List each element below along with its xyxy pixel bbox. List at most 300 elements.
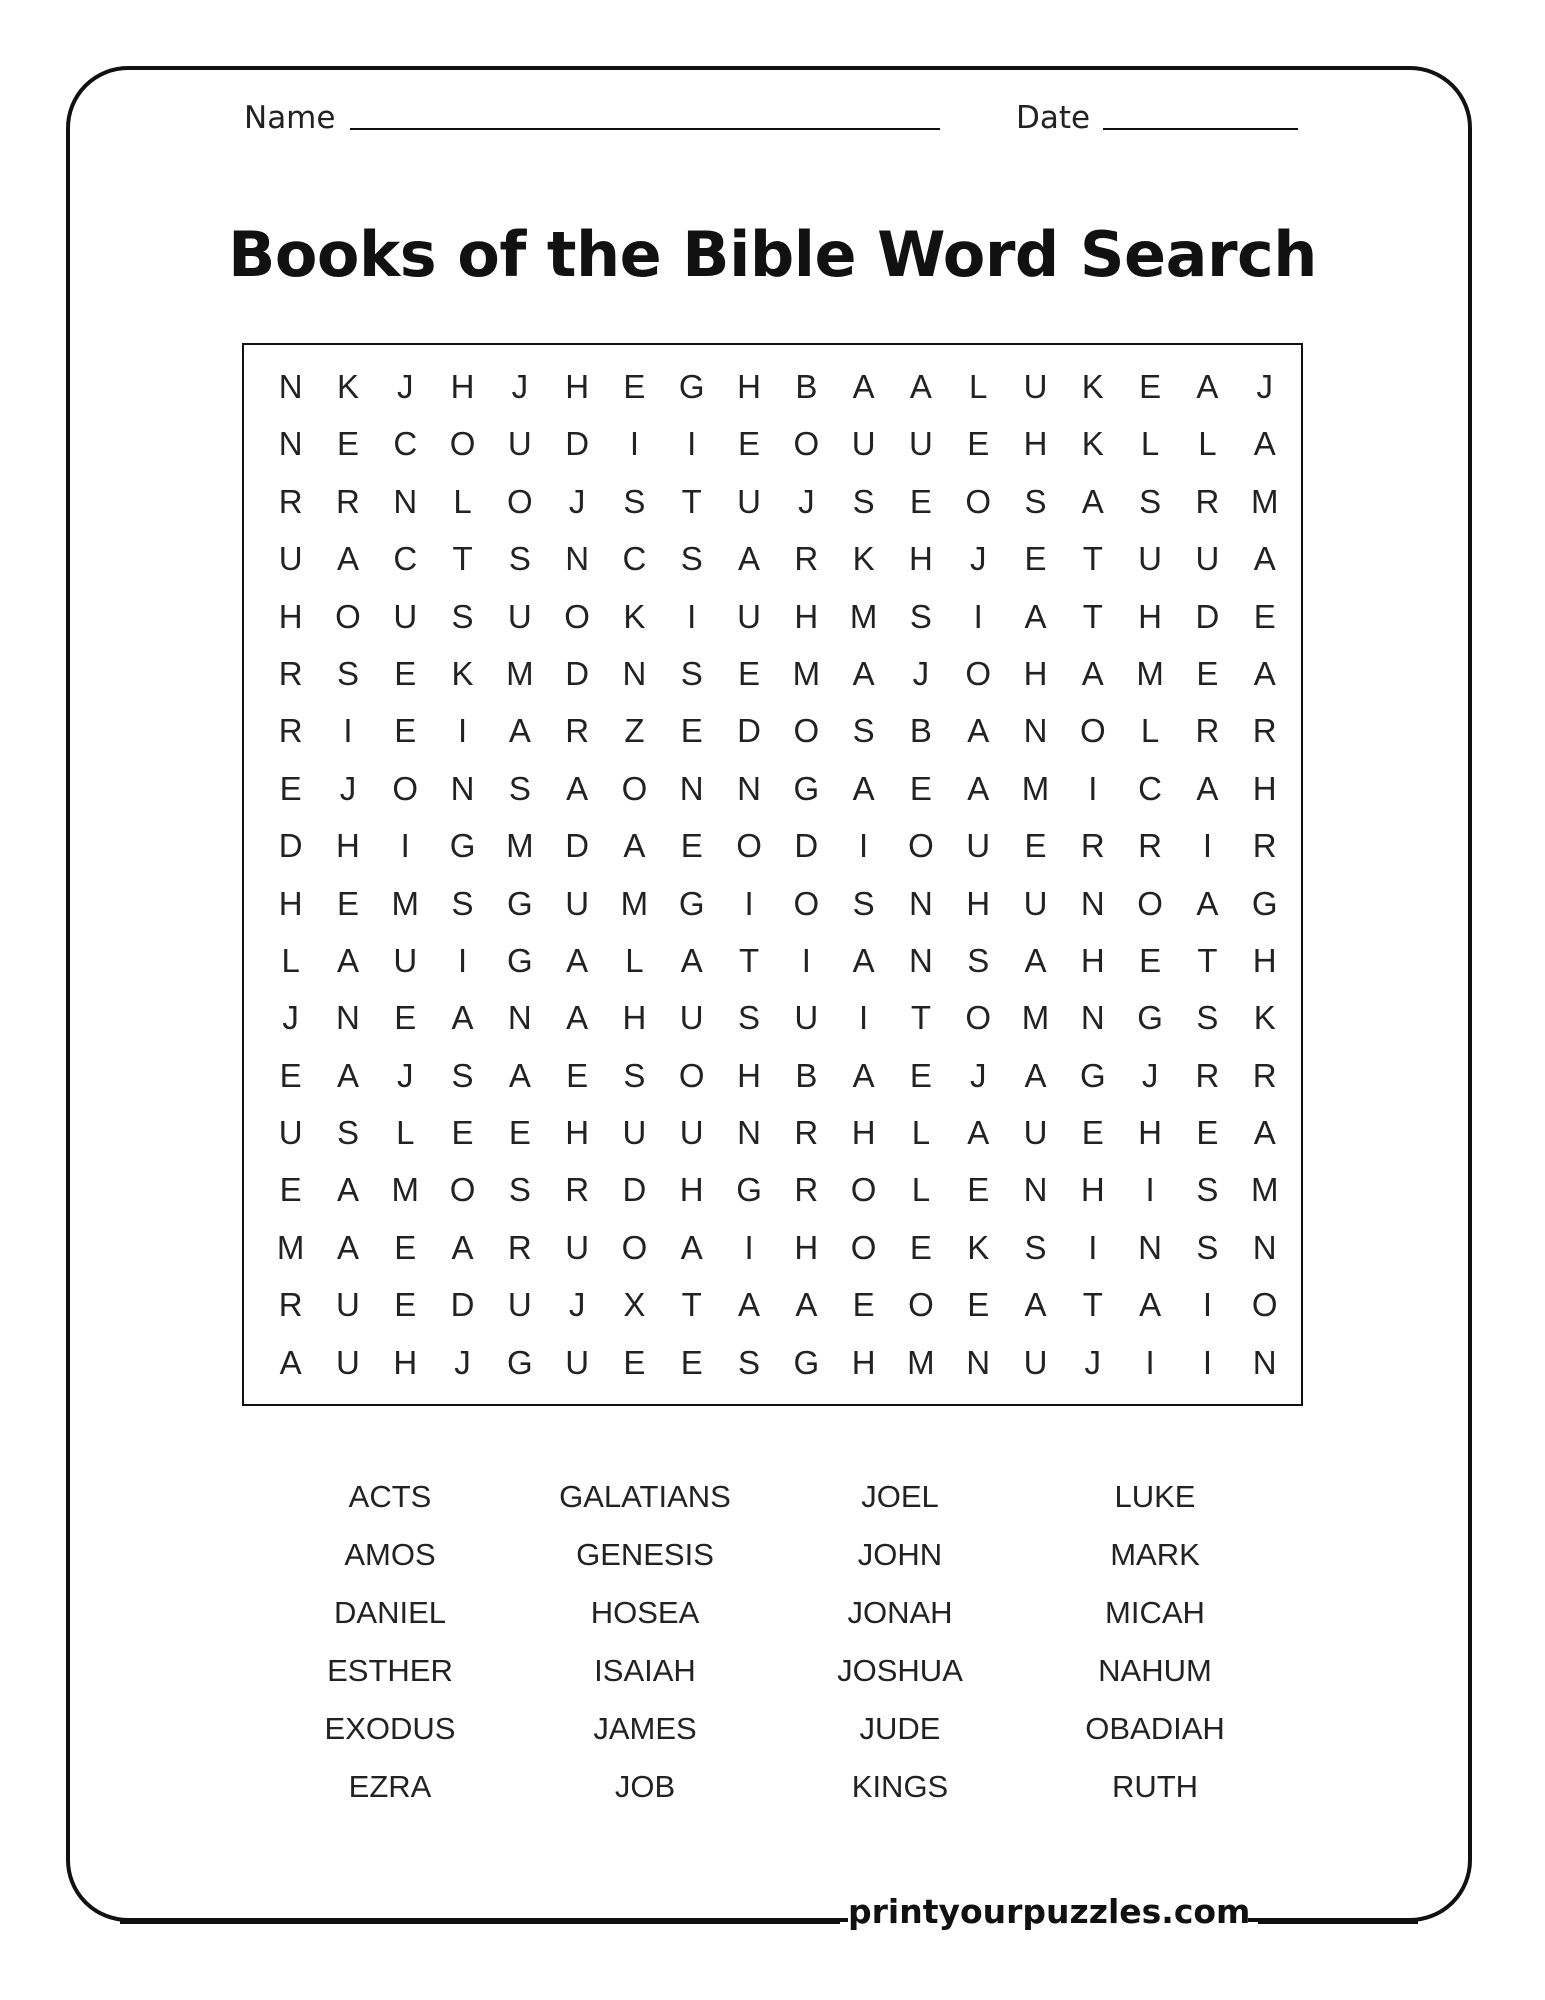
grid-cell[interactable]: E [1139,941,1162,979]
grid-cell[interactable]: O [850,1228,877,1266]
grid-cell[interactable]: A [909,368,932,405]
grid-cell[interactable]: R [1138,827,1163,865]
grid-cell[interactable]: E [909,1228,932,1266]
grid-cell[interactable]: H [622,999,647,1037]
grid-cell[interactable]: U [565,1343,590,1381]
grid-cell[interactable]: A [738,540,761,578]
grid-cell[interactable]: O [678,1056,705,1094]
grid-cell[interactable]: E [852,1286,875,1324]
grid-cell[interactable]: M [849,597,878,635]
grid-cell[interactable]: B [795,368,818,405]
grid-cell[interactable]: J [1141,1056,1159,1094]
grid-cell[interactable]: E [1081,1114,1104,1152]
grid-cell[interactable]: G [1079,1056,1106,1094]
grid-cell[interactable]: E [967,1171,990,1209]
grid-cell[interactable]: J [339,769,357,807]
grid-cell[interactable]: D [565,425,590,463]
grid-cell[interactable]: A [623,827,646,865]
grid-cell[interactable]: H [1023,654,1048,692]
grid-cell[interactable]: R [336,482,360,520]
grid-cell[interactable]: E [909,1056,932,1094]
grid-cell[interactable]: S [967,941,990,979]
grid-cell[interactable]: J [396,1056,414,1094]
grid-cell[interactable]: U [1023,1343,1048,1381]
grid-cell[interactable]: E [680,1343,703,1381]
grid-cell[interactable]: G [507,941,533,979]
grid-cell[interactable]: L [396,1114,415,1152]
grid-cell[interactable]: E [680,712,703,750]
grid-cell[interactable]: E [1196,1114,1219,1152]
grid-cell[interactable]: M [1021,769,1050,807]
grid-cell[interactable]: H [794,597,819,635]
grid-cell[interactable]: R [1080,827,1105,865]
grid-cell[interactable]: K [1081,425,1104,463]
grid-cell[interactable]: N [507,999,532,1037]
grid-cell[interactable]: E [508,1114,531,1152]
grid-cell[interactable]: I [343,712,353,750]
grid-cell[interactable]: O [621,1228,648,1266]
grid-cell[interactable]: H [851,1343,876,1381]
grid-cell[interactable]: D [737,712,761,750]
grid-cell[interactable]: E [279,1056,302,1094]
grid-cell[interactable]: L [911,1171,931,1209]
grid-cell[interactable]: J [568,482,586,520]
grid-cell[interactable]: M [1250,482,1279,520]
grid-cell[interactable]: E [394,654,417,692]
grid-cell[interactable]: I [1088,1228,1098,1266]
grid-cell[interactable]: I [744,884,754,922]
grid-cell[interactable]: S [336,1114,359,1152]
grid-cell[interactable]: U [1023,884,1048,922]
grid-cell[interactable]: H [336,827,360,865]
grid-cell[interactable]: A [1024,1286,1047,1324]
grid-cell[interactable]: T [1082,1286,1103,1324]
grid-cell[interactable]: E [967,1286,990,1324]
grid-cell[interactable]: A [451,1228,474,1266]
grid-cell[interactable]: B [909,712,932,750]
grid-cell[interactable]: H [450,368,475,405]
grid-cell[interactable]: O [392,769,419,807]
grid-cell[interactable]: H [966,884,991,922]
grid-cell[interactable]: K [336,368,359,405]
grid-cell[interactable]: I [859,999,869,1037]
grid-cell[interactable]: U [737,482,761,520]
grid-cell[interactable]: N [1138,1228,1163,1266]
grid-cell[interactable]: D [565,654,590,692]
grid-cell[interactable]: A [1196,368,1219,405]
grid-cell[interactable]: D [794,827,819,865]
grid-cell[interactable]: S [1196,1171,1219,1209]
grid-cell[interactable]: L [1198,425,1217,463]
grid-cell[interactable]: U [737,597,761,635]
grid-cell[interactable]: N [1023,712,1048,750]
grid-cell[interactable]: H [393,1343,418,1381]
grid-cell[interactable]: U [278,1114,303,1152]
grid-cell[interactable]: G [678,368,705,405]
grid-cell[interactable]: S [680,540,703,578]
grid-cell[interactable]: R [565,1171,590,1209]
grid-cell[interactable]: U [1138,540,1163,578]
grid-cell[interactable]: U [622,1114,647,1152]
grid-cell[interactable]: E [394,999,417,1037]
grid-cell[interactable]: H [278,884,303,922]
grid-cell[interactable]: H [1080,1171,1105,1209]
grid-cell[interactable]: U [278,540,303,578]
grid-cell[interactable]: I [859,827,869,865]
grid-cell[interactable]: E [1253,597,1276,635]
grid-cell[interactable]: N [737,769,761,807]
grid-cell[interactable]: M [1021,999,1050,1037]
grid-cell[interactable]: A [852,654,875,692]
grid-cell[interactable]: M [1136,654,1164,692]
grid-cell[interactable]: C [1138,769,1163,807]
grid-cell[interactable]: S [1139,482,1162,520]
grid-cell[interactable]: T [1082,540,1103,578]
grid-cell[interactable]: G [736,1171,762,1209]
grid-cell[interactable]: A [1196,769,1219,807]
grid-cell[interactable]: U [393,597,418,635]
grid-cell[interactable]: A [967,769,990,807]
grid-cell[interactable]: T [681,1286,702,1324]
grid-cell[interactable]: G [793,769,820,807]
grid-cell[interactable]: K [1253,999,1276,1037]
grid-cell[interactable]: G [678,884,705,922]
grid-cell[interactable]: L [969,368,988,405]
grid-cell[interactable]: T [452,540,473,578]
grid-cell[interactable]: N [1252,1343,1277,1381]
grid-cell[interactable]: H [1023,425,1048,463]
grid-cell[interactable]: E [623,1343,646,1381]
grid-cell[interactable]: I [1202,827,1212,865]
grid-cell[interactable]: U [507,597,532,635]
grid-cell[interactable]: M [792,654,821,692]
grid-cell[interactable]: N [565,540,590,578]
grid-cell[interactable]: J [454,1343,471,1381]
grid-cell[interactable]: C [622,540,647,578]
grid-cell[interactable]: A [967,1114,990,1152]
grid-cell[interactable]: S [451,884,474,922]
grid-cell[interactable]: N [393,482,418,520]
grid-cell[interactable]: K [451,654,474,692]
grid-cell[interactable]: K [623,597,646,635]
grid-cell[interactable]: O [449,1171,476,1209]
grid-cell[interactable]: N [679,769,704,807]
grid-cell[interactable]: A [1024,597,1047,635]
grid-cell[interactable]: E [1024,540,1047,578]
date-field[interactable] [1103,128,1298,130]
grid-cell[interactable]: A [680,1228,703,1266]
grid-cell[interactable]: R [1252,827,1277,865]
grid-cell[interactable]: J [969,1056,987,1094]
grid-cell[interactable]: U [565,1228,590,1266]
grid-cell[interactable]: O [908,1286,934,1324]
grid-cell[interactable]: M [276,1228,305,1266]
grid-cell[interactable]: R [1252,1056,1277,1094]
grid-cell[interactable]: L [1140,425,1160,463]
grid-cell[interactable]: S [852,712,875,750]
grid-cell[interactable]: X [623,1286,646,1324]
grid-cell[interactable]: S [623,1056,646,1094]
grid-cell[interactable]: S [623,482,646,520]
grid-cell[interactable]: E [451,1114,474,1152]
grid-cell[interactable]: H [679,1171,704,1209]
grid-cell[interactable]: H [565,1114,590,1152]
grid-cell[interactable]: U [565,884,590,922]
grid-cell[interactable]: S [508,540,531,578]
grid-cell[interactable]: A [852,1056,875,1094]
grid-cell[interactable]: H [737,368,761,405]
grid-cell[interactable]: E [680,827,703,865]
grid-cell[interactable]: O [1137,884,1163,922]
grid-cell[interactable]: E [1139,368,1162,405]
grid-cell[interactable]: A [795,1286,818,1324]
grid-cell[interactable]: U [908,425,933,463]
grid-cell[interactable]: J [511,368,529,405]
grid-cell[interactable]: N [1080,884,1105,922]
grid-cell[interactable]: E [336,884,359,922]
grid-cell[interactable]: A [336,1171,359,1209]
grid-cell[interactable]: U [1023,368,1048,405]
grid-cell[interactable]: E [1196,654,1219,692]
grid-cell[interactable]: A [566,941,589,979]
grid-cell[interactable]: E [967,425,990,463]
grid-cell[interactable]: A [336,540,359,578]
grid-cell[interactable]: L [453,482,472,520]
grid-cell[interactable]: H [1252,769,1277,807]
grid-cell[interactable]: S [1196,1228,1219,1266]
grid-cell[interactable]: G [793,1343,820,1381]
grid-cell[interactable]: E [394,712,417,750]
grid-cell[interactable]: J [912,654,930,692]
grid-cell[interactable]: S [1024,482,1047,520]
grid-cell[interactable]: D [565,827,590,865]
grid-cell[interactable]: U [507,425,532,463]
grid-cell[interactable]: O [850,1171,877,1209]
grid-cell[interactable]: U [679,999,704,1037]
grid-cell[interactable]: A [1253,540,1276,578]
grid-cell[interactable]: H [1080,941,1105,979]
grid-cell[interactable]: U [1023,1114,1048,1152]
grid-cell[interactable]: I [687,425,697,463]
grid-cell[interactable]: N [966,1343,991,1381]
grid-cell[interactable]: M [391,1171,419,1209]
grid-cell[interactable]: J [396,368,414,405]
grid-cell[interactable]: K [852,540,875,578]
grid-cell[interactable]: I [1145,1171,1155,1209]
grid-cell[interactable]: A [967,712,990,750]
grid-cell[interactable]: L [1140,712,1160,750]
grid-cell[interactable]: D [450,1286,475,1324]
grid-cell[interactable]: R [278,482,303,520]
grid-cell[interactable]: O [793,712,820,750]
grid-cell[interactable]: T [681,482,702,520]
grid-cell[interactable]: A [1253,1114,1276,1152]
grid-cell[interactable]: A [852,941,875,979]
grid-cell[interactable]: O [793,425,820,463]
grid-cell[interactable]: A [566,769,589,807]
grid-cell[interactable]: H [794,1228,819,1266]
grid-cell[interactable]: C [393,540,418,578]
grid-cell[interactable]: H [278,597,303,635]
grid-cell[interactable]: E [394,1228,417,1266]
grid-cell[interactable]: H [908,540,933,578]
grid-cell[interactable]: I [400,827,410,865]
grid-cell[interactable]: A [738,1286,761,1324]
grid-cell[interactable]: H [851,1114,876,1152]
grid-cell[interactable]: J [1084,1343,1102,1381]
grid-cell[interactable]: E [336,425,359,463]
grid-cell[interactable]: Z [624,712,645,750]
grid-cell[interactable]: A [1253,425,1276,463]
grid-cell[interactable]: E [738,425,761,463]
grid-cell[interactable]: N [450,769,475,807]
grid-cell[interactable]: A [852,368,875,405]
grid-cell[interactable]: M [1250,1171,1279,1209]
grid-cell[interactable]: A [1196,884,1219,922]
grid-cell[interactable]: A [1081,482,1104,520]
grid-cell[interactable]: S [508,1171,531,1209]
grid-cell[interactable]: R [507,1228,532,1266]
grid-cell[interactable]: S [508,769,531,807]
grid-cell[interactable]: O [908,827,934,865]
grid-cell[interactable]: R [565,712,590,750]
grid-cell[interactable]: S [336,654,359,692]
grid-cell[interactable]: A [508,1056,531,1094]
grid-cell[interactable]: D [622,1171,647,1209]
grid-cell[interactable]: E [1024,827,1047,865]
grid-cell[interactable]: H [737,1056,761,1094]
grid-cell[interactable]: U [336,1286,360,1324]
grid-cell[interactable]: N [1080,999,1105,1037]
grid-cell[interactable]: U [393,941,418,979]
grid-cell[interactable]: E [279,1171,302,1209]
grid-cell[interactable]: S [738,999,761,1037]
grid-cell[interactable]: G [507,1343,533,1381]
grid-cell[interactable]: E [909,482,932,520]
grid-cell[interactable]: A [1139,1286,1162,1324]
grid-cell[interactable]: S [852,884,875,922]
grid-cell[interactable]: A [279,1343,302,1381]
grid-cell[interactable]: S [451,597,474,635]
grid-cell[interactable]: S [1196,999,1219,1037]
grid-cell[interactable]: L [911,1114,931,1152]
grid-cell[interactable]: D [278,827,303,865]
grid-cell[interactable]: N [1252,1228,1277,1266]
grid-cell[interactable]: B [795,1056,818,1094]
grid-cell[interactable]: S [451,1056,474,1094]
grid-cell[interactable]: D [1195,597,1220,635]
grid-cell[interactable]: R [794,1171,819,1209]
grid-cell[interactable]: L [281,941,300,979]
grid-cell[interactable]: M [907,1343,935,1381]
grid-cell[interactable]: O [621,769,648,807]
grid-cell[interactable]: I [1202,1286,1212,1324]
grid-cell[interactable]: J [969,540,987,578]
grid-cell[interactable]: H [1138,1114,1163,1152]
grid-cell[interactable]: I [973,597,983,635]
grid-cell[interactable]: K [1081,368,1104,405]
grid-cell[interactable]: O [335,597,361,635]
grid-cell[interactable]: A [451,999,474,1037]
grid-cell[interactable]: O [1251,1286,1278,1324]
grid-cell[interactable]: R [278,654,303,692]
grid-cell[interactable]: R [1252,712,1277,750]
grid-cell[interactable]: S [738,1343,761,1381]
grid-cell[interactable]: O [449,425,476,463]
grid-cell[interactable]: K [967,1228,990,1266]
grid-cell[interactable]: R [1195,1056,1220,1094]
grid-cell[interactable]: U [679,1114,704,1152]
grid-cell[interactable]: N [622,654,647,692]
grid-cell[interactable]: U [966,827,991,865]
grid-cell[interactable]: R [1195,482,1220,520]
grid-cell[interactable]: M [506,827,534,865]
grid-cell[interactable]: S [1024,1228,1047,1266]
grid-cell[interactable]: N [908,884,933,922]
grid-cell[interactable]: A [1253,654,1276,692]
grid-cell[interactable]: M [391,884,419,922]
grid-cell[interactable]: S [680,654,703,692]
grid-cell[interactable]: G [1137,999,1163,1037]
grid-cell[interactable]: O [965,654,992,692]
grid-cell[interactable]: G [507,884,533,922]
grid-cell[interactable]: E [623,368,646,405]
grid-cell[interactable]: U [1195,540,1220,578]
grid-cell[interactable]: R [278,712,303,750]
grid-cell[interactable]: E [909,769,932,807]
grid-cell[interactable]: L [625,941,644,979]
grid-cell[interactable]: J [798,482,815,520]
grid-cell[interactable]: I [1088,769,1098,807]
grid-cell[interactable]: G [449,827,476,865]
grid-cell[interactable]: A [508,712,531,750]
grid-cell[interactable]: E [566,1056,589,1094]
grid-cell[interactable]: I [1145,1343,1155,1381]
grid-cell[interactable]: U [794,999,819,1037]
grid-cell[interactable]: N [908,941,933,979]
grid-cell[interactable]: R [1195,712,1220,750]
grid-cell[interactable]: N [278,368,303,405]
grid-cell[interactable]: T [1082,597,1103,635]
grid-cell[interactable]: I [1202,1343,1212,1381]
grid-cell[interactable]: S [852,482,875,520]
name-field[interactable] [350,128,940,130]
grid-cell[interactable]: G [1251,884,1278,922]
grid-cell[interactable]: A [336,941,359,979]
grid-cell[interactable]: I [629,425,640,463]
grid-cell[interactable]: R [794,540,819,578]
grid-cell[interactable]: O [965,999,992,1037]
grid-cell[interactable]: I [744,1228,754,1266]
grid-cell[interactable]: H [1138,597,1163,635]
grid-cell[interactable]: J [282,999,299,1037]
grid-cell[interactable]: A [566,999,589,1037]
grid-cell[interactable]: E [738,654,761,692]
grid-cell[interactable]: O [1079,712,1106,750]
grid-cell[interactable]: O [736,827,762,865]
grid-cell[interactable]: A [680,941,703,979]
grid-cell[interactable]: S [909,597,932,635]
grid-cell[interactable]: I [687,597,697,635]
grid-cell[interactable]: O [507,482,533,520]
grid-cell[interactable]: E [394,1286,417,1324]
grid-cell[interactable]: A [1081,654,1104,692]
grid-cell[interactable]: H [565,368,590,405]
grid-cell[interactable]: N [737,1114,761,1152]
grid-cell[interactable]: E [279,769,302,807]
grid-cell[interactable]: O [564,597,590,635]
grid-cell[interactable]: A [1024,1056,1047,1094]
